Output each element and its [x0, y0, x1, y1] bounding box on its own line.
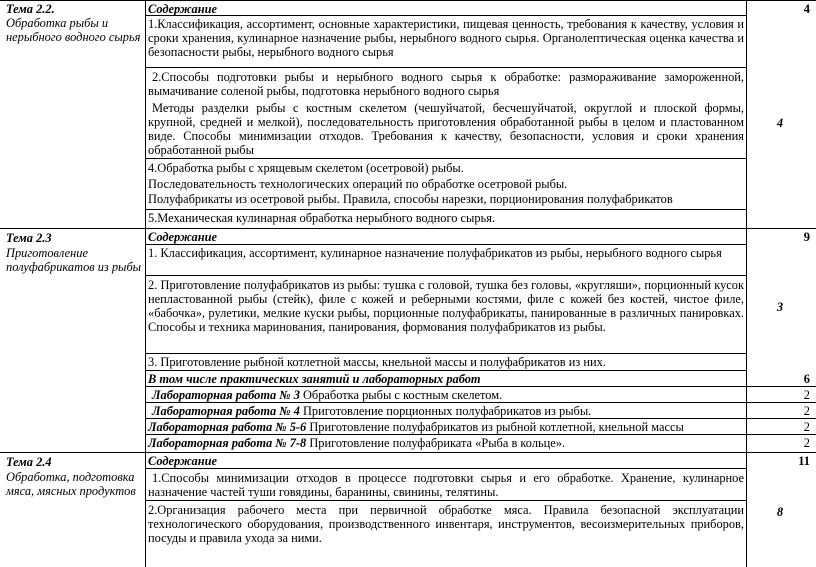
topic-subtitle: Приготовление полуфабрикатов из рыбы: [6, 246, 142, 274]
content-item: 1.Классификация, ассортимент, основные характеристики, пищевая ценность, требования к качеству, условия и сроки хранения, кулинарное назначение рыбы, нерыбного водного сырья. Органолептическая оценка качества и безопасности рыбы, нерыбного водного сырья: [148, 17, 744, 59]
content-item: 2. Приготовление полуфабрикатов из рыбы: тушка с головой, тушка без головы, «кругляши», порционный кусок непластованной рыбы (стейк), филе с кожей и реберными костями, филе с кожей без костей, чистое филе, «бабочка», рулетики, мелкие куски рыбы, порционные полуфабрикаты, панированные в различных панировках. Способы и техника маринования, панирования, формования полуфабрикатов из рыбы.: [148, 278, 744, 334]
topic-subtitle: Обработка, подготовка мяса, мясных продуктов: [6, 470, 136, 498]
content-item: 4.Обработка рыбы с хрящевым скелетом (осетровой) рыбы.: [148, 161, 464, 175]
rule-2-2-item1: [145, 67, 746, 68]
topic-2-2: [6, 2, 142, 44]
rule-2-4-header: [145, 468, 746, 469]
total-hours: 11: [798, 454, 810, 468]
lab-hours: 2: [803, 436, 810, 450]
rule-2-3-practice: [145, 386, 816, 387]
content-item: Методы разделки рыбы с костным скелетом (чешуйчатой, бесчешуйчатой, округлой и плоской формы, крупной, средней и мелкой), последовательность приготовления обработанной рыбы в целом и пластованном виде. Способы минимизации отходов. Требования к качеству, безопасности, условия и сроки хранения обработанной рыбы: [148, 101, 744, 157]
content-item: 2.Организация рабочего места при первичной обработке мяса. Правила безопасной эксплуатации технологического оборудования, производственного инвентаря, инструментов, весоизмерительных приборов, посуды и правила ухода за ними.: [148, 503, 744, 545]
content-item: 1. Классификация, ассортимент, кулинарное назначение полуфабрикатов из рыбы, нерыбного водного сырья: [148, 246, 722, 260]
rule-topic-2-3: [0, 228, 816, 229]
practice-header: В том числе практических занятий и лабораторных работ: [148, 372, 481, 386]
topic-subtitle: Обработка рыбы и нерыбного водного сырья: [6, 16, 141, 44]
lab-hours: 2: [803, 420, 810, 434]
total-hours: 9: [803, 230, 810, 244]
rule-2-3-header: [145, 244, 746, 245]
lab-hours: 2: [803, 388, 810, 402]
content-header: Содержание: [148, 2, 218, 16]
lab-name: Лабораторная работа № 5-6: [148, 420, 307, 434]
topic-title: Тема 2.4: [6, 455, 52, 469]
lab-row: [148, 420, 744, 434]
rule-2-3-item2: [145, 353, 746, 354]
lab-name: Лабораторная работа № 4: [152, 404, 300, 418]
content-item: 2.Способы подготовки рыбы и нерыбного водного сырья к обработке: размораживание замороженной, вымачивание соленой рыбы, подготовка нерыбного водного сырья: [148, 70, 744, 98]
lab-name: Лабораторная работа № 7-8: [148, 436, 307, 450]
mastery-level: 3: [776, 300, 784, 314]
lab-row: [152, 404, 748, 418]
topic-2-3: [6, 231, 142, 274]
content-header: Содержание: [148, 454, 218, 468]
content-item: 1.Способы минимизации отходов в процессе подготовки сырья и его обработке. Хранение, кулинарное назначение частей туши говядины, баранины, свинины, телятины.: [148, 471, 744, 499]
mastery-level: 4: [776, 116, 784, 130]
total-hours: 4: [803, 2, 810, 16]
lab-name: Лабораторная работа № 3: [152, 388, 300, 402]
lab-row: [152, 388, 748, 402]
practice-hours: 6: [803, 372, 810, 386]
topic-2-4: [6, 455, 142, 498]
lab-text: Обработка рыбы с костным скелетом.: [299, 388, 503, 402]
rule-topic-2-4: [0, 452, 816, 453]
content-item: Последовательность технологических операций по обработке осетровой рыбы.: [148, 177, 568, 191]
lab-text: Приготовление полуфабриката «Рыба в кольце».: [306, 436, 566, 450]
rule-col-hours: [746, 0, 747, 567]
lab-text: Приготовление порционных полуфабрикатов из рыбы.: [299, 404, 592, 418]
mastery-level: 8: [776, 505, 784, 519]
topic-title: Тема 2.2.: [6, 2, 55, 16]
rule-2-3-lab3: [145, 434, 816, 435]
rule-2-2-item2: [145, 158, 746, 159]
content-item: Полуфабрикаты из осетровой рыбы. Правила, способы нарезки, порционирования полуфабрикатов: [148, 192, 673, 206]
content-header: Содержание: [148, 230, 218, 244]
rule-col-topic: [145, 0, 146, 567]
content-item: 5.Механическая кулинарная обработка нерыбного водного сырья.: [148, 211, 495, 225]
content-item: 3. Приготовление рыбной котлетной массы, кнельной массы и полуфабрикатов из них.: [148, 355, 606, 369]
rule-2-3-lab2: [145, 418, 816, 419]
rule-2-3-lab1: [145, 402, 816, 403]
topic-title: Тема 2.3: [6, 231, 52, 245]
rule-2-3-item1: [145, 275, 746, 276]
rule-top: [0, 0, 816, 1]
lab-row: [148, 436, 744, 450]
lab-hours: 2: [803, 404, 810, 418]
lab-text: Приготовление полуфабрикатов из рыбной котлетной, кнельной массы: [306, 420, 684, 434]
rule-2-3-item3: [145, 370, 746, 371]
rule-2-4-item1: [145, 500, 746, 501]
rule-2-2-item4: [145, 209, 746, 210]
